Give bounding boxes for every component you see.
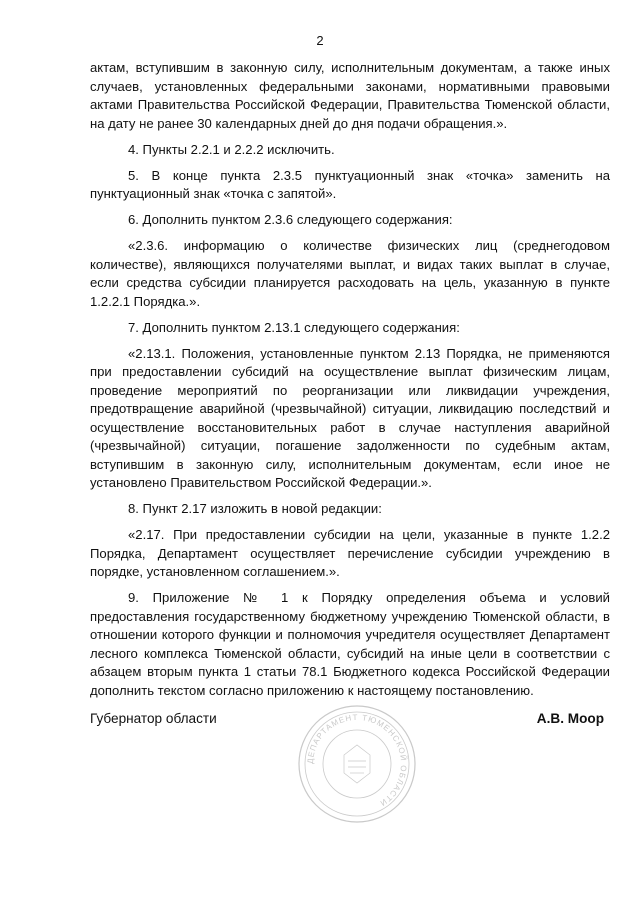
signatory-title: Губернатор области (90, 711, 217, 726)
paragraph-quote-2-17: «2.17. При предоставлении субсидии на цели, указанные в пункте 1.2.2 Порядка, Департамент осуществляет перечисление субсидии учреждению в порядке, установленном соглашением.». (90, 527, 610, 579)
seal-emblem (344, 745, 370, 783)
official-seal-icon (296, 703, 418, 825)
paragraph-quote-2-13-1: «2.13.1. Положения, установленные пунктом 2.13 Порядка, не применяются при предоставлении субсидий на осуществление выплат физическим лицам, проведение мероприятий по реорганизации или ликвидации учреждения, предотвращение аварийной (чрезвычайной) ситуации, ликвидацию последствий и осуществление восстановительных работ в случае наступления аварийной (чрезвычайной) ситуации, погашение задолженности по судебным актам, вступившим в законную силу, исполнительным документам, если иное не установлено Правительством Российской Федерации.». (90, 345, 610, 490)
signatory-name: А.В. Моор (536, 711, 604, 726)
paragraph-item-6: 6. Дополнить пунктом 2.3.6 следующего содержания: (128, 212, 453, 227)
paragraph-item-7: 7. Дополнить пунктом 2.13.1 следующего содержания: (128, 319, 460, 335)
paragraph-quote-2-3-6: «2.3.6. информацию о количестве физических лиц (среднегодовом количестве), являющихся получателями выплат, и видах таких выплат в случае, если средства субсидии планируется расходовать на цель, указанную в пункте 1.2.2.1 Порядка.». (90, 238, 610, 309)
paragraph-continuation: актам, вступившим в законную силу, исполнительным документам, а также иных случаев, установленных федеральными законами, нормативными правовыми актами Правительства Российской Федерации, Правительства Тюменской области, на дату не ранее 30 календарных дней до дня подачи обращения.». (90, 60, 610, 131)
paragraph-item-8: 8. Пункт 2.17 изложить в новой редакции: (128, 501, 382, 516)
page-number: 2 (316, 33, 324, 48)
document-body (90, 59, 610, 708)
seal-ring-text: ДЕПАРТАМЕНТ ТЮМЕНСКОЙ ОБЛАСТИ (305, 712, 409, 809)
paragraph-item-5: 5. В конце пункта 2.3.5 пунктуационный знак «точка» заменить на пунктуационный знак «точка с запятой». (90, 167, 610, 201)
svg-text:ДЕПАРТАМЕНТ ТЮМЕНСКОЙ ОБЛАСТИ (306, 713, 408, 808)
paragraph-item-4: 4. Пункты 2.2.1 и 2.2.2 исключить. (128, 141, 335, 157)
seal-inner-ring (323, 730, 391, 798)
paragraph-item-9: 9. Приложение № 1 к Порядку определения объема и условий предоставления государственному бюджетному учреждению Тюменской области, в отношении которого функции и полномочия учредителя осуществляет Департамент лесного комплекса Тюменской области, субсидий на иные цели в соответствии с абзацем вторым пункта 1 статьи 78.1 Бюджетного кодекса Российской Федерации дополнить текстом согласно приложению к настоящему постановлению. (90, 590, 610, 698)
seal-middle-ring (305, 712, 409, 816)
seal-outer-ring (299, 706, 415, 822)
